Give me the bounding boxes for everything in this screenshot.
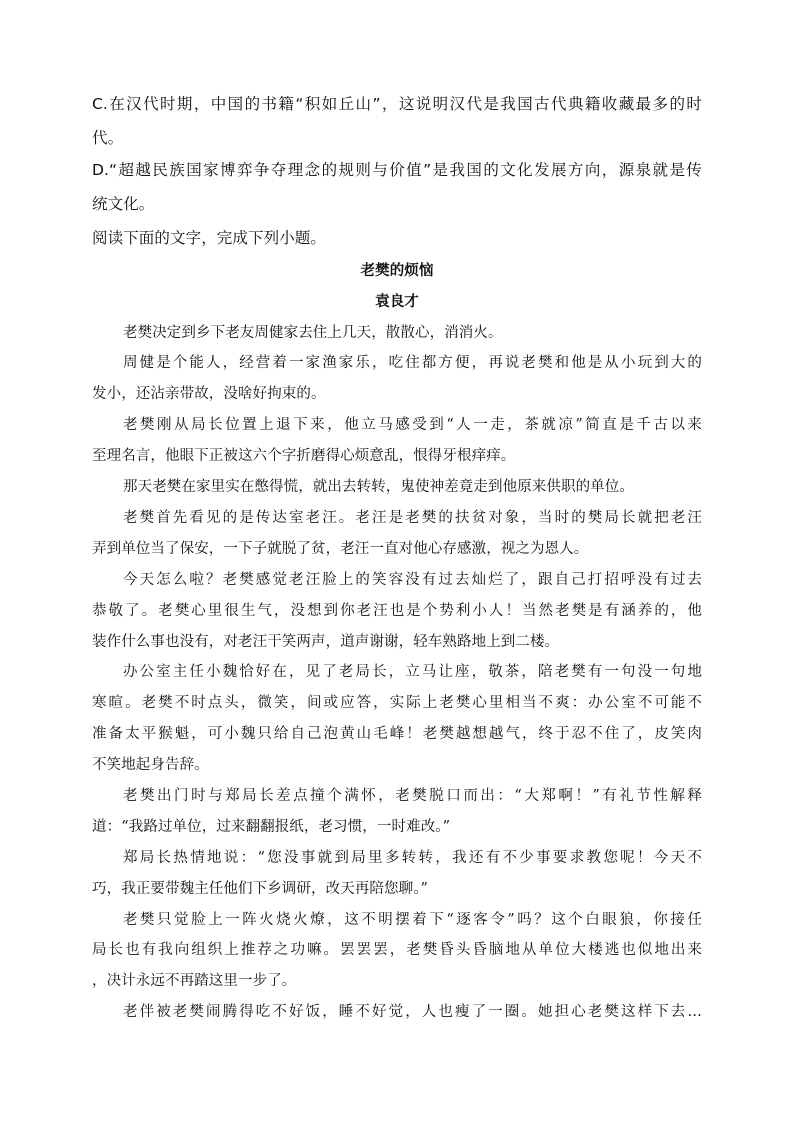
story-line: 局长也有我向组织上推荐之功嘛。罢罢罢，老樊昏头昏脑地从单位大楼逃也似地出来 bbox=[92, 942, 702, 958]
option-c-line-1: C.在汉代时期，中国的书籍“积如丘山”，这说明汉代是我国古代典籍收藏最多的时 bbox=[92, 95, 702, 113]
story-line: 老樊出门时与郑局长差点撞个满怀，老樊脱口而出：“大郑啊！”有礼节性解释 bbox=[123, 788, 702, 804]
story-title: 老樊的烦恼 bbox=[360, 262, 434, 279]
reading-instruction: 阅读下面的文字，完成下列小题。 bbox=[92, 229, 327, 247]
story-line: 巧，我正要带魏主任他们下乡调研，改天再陪您聊。” bbox=[92, 881, 429, 897]
story-line: 道：“我路过单位，过来翻翻报纸，老习惯，一时难改。” bbox=[92, 819, 451, 835]
story-line: 寒暄。老樊不时点头，微笑，间或应答，实际上老樊心里相当不爽：办公室不可能不 bbox=[92, 695, 702, 711]
story-line: 恭敬了。老樊心里很生气，没想到你老汪也是个势利小人！当然老樊是有涵养的，他 bbox=[92, 603, 702, 619]
option-c-line-2: 代。 bbox=[92, 129, 124, 147]
story-line: 郑局长热情地说：“您没事就到局里多转转，我还有不少事要求教您呢！今天不 bbox=[123, 850, 702, 866]
option-d-line-1: D.“超越民族国家博弈争夺理念的规则与价值”是我国的文化发展方向，源泉就是传 bbox=[92, 161, 702, 179]
story-line: 今天怎么啦？老樊感觉老汪脸上的笑容没有过去灿烂了，跟自己打招呼没有过去 bbox=[123, 572, 702, 588]
story-line: 发小，还沾亲带故，没啥好拘束的。 bbox=[92, 386, 326, 402]
story-line: 不笑地起身告辞。 bbox=[92, 757, 209, 773]
story-line: 老樊刚从局长位置上退下来，他立马感受到“人一走，茶就凉”简直是千古以来 bbox=[123, 417, 702, 433]
story-line: 老伴被老樊闹腾得吃不好饭，睡不好觉，人也瘦了一圈。她担心老樊这样下去… bbox=[123, 1004, 702, 1020]
story-line: 那天老樊在家里实在憋得慌，就出去转转，鬼使神差竟走到他原来供职的单位。 bbox=[123, 479, 634, 495]
story-line: ，决计永远不再踏这里一步了。 bbox=[92, 973, 297, 989]
story-line: 老樊决定到乡下老友周健家去住上几天，散散心，消消火。 bbox=[123, 325, 503, 341]
story-line: 老樊首先看见的是传达室老汪。老汪是老樊的扶贫对象，当时的樊局长就把老汪 bbox=[123, 510, 702, 526]
option-d-line-2: 统文化。 bbox=[92, 195, 155, 213]
story-author: 袁良才 bbox=[375, 293, 419, 310]
story-line: 装作什么事也没有，对老汪干笑两声，道声谢谢，轻车熟路地上到二楼。 bbox=[92, 634, 560, 650]
story-line: 至理名言，他眼下正被这六个字折磨得心烦意乱，恨得牙根痒痒。 bbox=[92, 448, 516, 464]
story-line: 老樊只觉脸上一阵火烧火燎，这不明摆着下“逐客令”吗？这个白眼狼，你接任 bbox=[123, 912, 702, 928]
story-line: 周健是个能人，经营着一家渔家乐，吃住都方便，再说老樊和他是从小玩到大的 bbox=[123, 355, 702, 371]
story-line: 办公室主任小魏恰好在，见了老局长，立马让座，敬茶，陪老樊有一句没一句地 bbox=[123, 664, 702, 680]
story-line: 弄到单位当了保安，一下子就脱了贫，老汪一直对他心存感激，视之为恩人。 bbox=[92, 541, 589, 557]
story-line: 准备太平猴魁，可小魏只给自己泡黄山毛峰！老樊越想越气，终于忍不住了，皮笑肉 bbox=[92, 726, 702, 742]
